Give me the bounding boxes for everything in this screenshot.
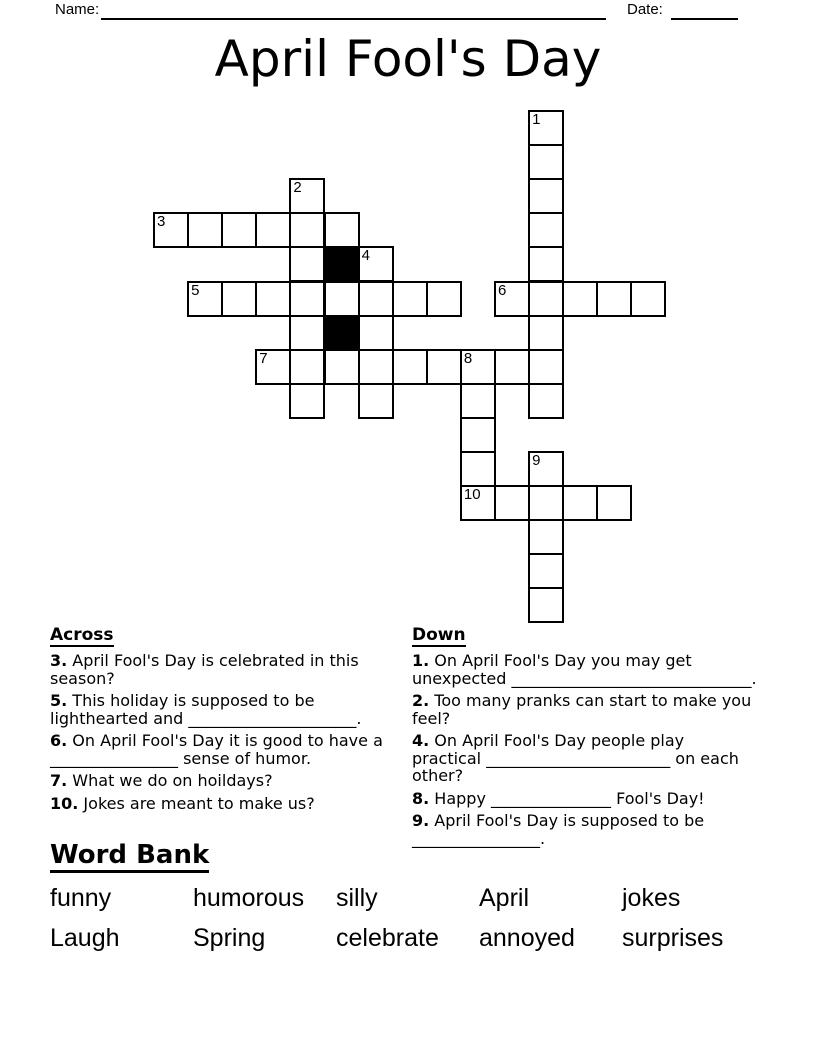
grid-cell[interactable] bbox=[221, 212, 257, 248]
name-blank-line bbox=[101, 1, 606, 20]
grid-cell[interactable] bbox=[324, 349, 360, 385]
down-section bbox=[412, 627, 758, 852]
cell-number: 6 bbox=[498, 281, 507, 299]
cell-number: 3 bbox=[157, 213, 166, 231]
clue-item: 1. On April Fool's Day you may get unexpected ______________________________. bbox=[412, 651, 757, 688]
grid-cell[interactable] bbox=[528, 553, 564, 589]
cell-number: 1 bbox=[532, 111, 541, 128]
grid-cell[interactable] bbox=[528, 349, 564, 385]
word-bank-item: funny bbox=[50, 884, 112, 912]
clue-item: 8. Happy _______________ Fool's Day! bbox=[412, 788, 705, 808]
grid-cell[interactable] bbox=[187, 281, 223, 317]
grid-cell[interactable] bbox=[562, 485, 598, 521]
grid-cell[interactable] bbox=[528, 451, 564, 487]
grid-cell[interactable] bbox=[358, 349, 394, 385]
clue-item: 3. April Fool's Day is celebrated in this season? bbox=[50, 651, 359, 688]
page-title: April Fool's Day bbox=[214, 30, 602, 88]
grid-cell[interactable] bbox=[289, 281, 325, 317]
word-bank-item: April bbox=[479, 884, 530, 912]
grid-cell[interactable] bbox=[494, 485, 530, 521]
grid-cell[interactable] bbox=[324, 212, 360, 248]
across-heading: Across bbox=[50, 625, 114, 645]
grid-cell[interactable] bbox=[528, 246, 564, 282]
grid-cell[interactable] bbox=[528, 178, 564, 214]
grid-cell[interactable] bbox=[528, 281, 564, 317]
grid-cell[interactable] bbox=[528, 519, 564, 555]
clue-number: 10. bbox=[50, 793, 79, 813]
word-bank-item: celebrate bbox=[336, 924, 439, 952]
grid-cell[interactable] bbox=[289, 383, 325, 419]
date-blank-line bbox=[671, 1, 738, 20]
cell-number: 5 bbox=[191, 281, 200, 299]
grid-cell[interactable] bbox=[358, 281, 394, 317]
clue-item: 6. On April Fool's Day it is good to have a ________________ sense of humor. bbox=[50, 731, 383, 768]
grid-cell[interactable] bbox=[187, 212, 223, 248]
grid-cell[interactable] bbox=[528, 587, 564, 623]
grid-cell[interactable] bbox=[289, 246, 325, 282]
grid-cell[interactable] bbox=[221, 281, 257, 317]
name-label: Name: bbox=[55, 1, 100, 18]
word-bank-item: jokes bbox=[622, 884, 681, 912]
cell-number: 7 bbox=[259, 349, 268, 367]
cell-number: 8 bbox=[463, 349, 473, 367]
down-clues bbox=[412, 652, 758, 847]
clue-number: 2. bbox=[412, 691, 430, 710]
clue-number: 6. bbox=[50, 731, 68, 750]
clue-item: 7. What we do on hoildays? bbox=[50, 771, 273, 790]
grid-cell[interactable] bbox=[460, 451, 496, 487]
clue-item: 10. Jokes are meant to make us? bbox=[50, 793, 315, 813]
across-section bbox=[50, 627, 386, 817]
grid-cell[interactable] bbox=[562, 281, 598, 317]
grid-cell[interactable] bbox=[426, 349, 462, 385]
grid-cell[interactable] bbox=[289, 349, 325, 385]
grid-cell[interactable] bbox=[528, 485, 564, 521]
clue-number: 9. bbox=[412, 811, 430, 830]
word-bank-list bbox=[50, 878, 765, 958]
grid-cell[interactable] bbox=[460, 349, 496, 385]
clue-item: 4. On April Fool's Day people play practical _______________________ on each other? bbox=[412, 731, 739, 785]
clue-item: 2. Too many pranks can start to make you feel? bbox=[412, 691, 752, 728]
grid-cell[interactable] bbox=[630, 281, 666, 317]
cell-number: 10 bbox=[463, 486, 481, 504]
crossword-grid bbox=[153, 110, 667, 624]
word-bank-item: annoyed bbox=[479, 924, 575, 952]
grid-cell[interactable] bbox=[324, 281, 360, 317]
word-bank-heading: Word Bank bbox=[50, 843, 209, 873]
grid-cell[interactable] bbox=[392, 281, 428, 317]
grid-cell[interactable] bbox=[255, 349, 291, 385]
cell-number: 2 bbox=[293, 179, 302, 197]
cell-number: 4 bbox=[361, 247, 370, 265]
grid-cell[interactable] bbox=[460, 417, 496, 453]
grid-cell[interactable] bbox=[596, 485, 632, 521]
grid-cell-black bbox=[324, 315, 360, 351]
clue-number: 1. bbox=[412, 651, 430, 670]
grid-cell[interactable] bbox=[153, 212, 189, 248]
clue-number: 4. bbox=[412, 731, 430, 750]
grid-cell[interactable] bbox=[426, 281, 462, 317]
grid-cell[interactable] bbox=[528, 383, 564, 419]
grid-cell[interactable] bbox=[494, 281, 530, 317]
word-bank-item: silly bbox=[336, 884, 378, 912]
grid-cell[interactable] bbox=[358, 246, 394, 282]
clue-number: 3. bbox=[50, 651, 68, 670]
clue-number: 7. bbox=[50, 771, 68, 790]
word-bank-item: Laugh bbox=[50, 924, 120, 952]
across-clues bbox=[50, 652, 386, 812]
grid-cell[interactable] bbox=[255, 281, 291, 317]
grid-cell[interactable] bbox=[528, 110, 564, 146]
down-heading: Down bbox=[412, 625, 466, 645]
clue-item: 9. April Fool's Day is supposed to be ________________. bbox=[412, 811, 705, 848]
word-bank-item: surprises bbox=[622, 924, 724, 952]
grid-cell[interactable] bbox=[392, 349, 428, 385]
clue-number: 5. bbox=[50, 691, 68, 710]
grid-cell[interactable] bbox=[596, 281, 632, 317]
grid-cell[interactable] bbox=[289, 212, 325, 248]
grid-cell[interactable] bbox=[358, 315, 394, 351]
cell-number: 9 bbox=[532, 452, 541, 469]
grid-cell[interactable] bbox=[289, 178, 325, 214]
clue-item: 5. This holiday is supposed to be lighthearted and _____________________. bbox=[50, 691, 362, 728]
grid-cell[interactable] bbox=[255, 212, 291, 248]
grid-cell[interactable] bbox=[528, 315, 564, 351]
word-bank-item: humorous bbox=[193, 884, 305, 912]
grid-cell[interactable] bbox=[528, 212, 564, 248]
grid-cell-black bbox=[324, 246, 360, 282]
grid-cell[interactable] bbox=[358, 383, 394, 419]
clue-number: 8. bbox=[412, 788, 430, 808]
grid-cell[interactable] bbox=[460, 485, 496, 521]
date-label: Date: bbox=[627, 1, 663, 18]
grid-cell[interactable] bbox=[494, 349, 530, 385]
grid-cell[interactable] bbox=[460, 383, 496, 419]
grid-cell[interactable] bbox=[289, 315, 325, 351]
grid-cell[interactable] bbox=[528, 144, 564, 180]
word-bank-item: Spring bbox=[193, 924, 266, 952]
